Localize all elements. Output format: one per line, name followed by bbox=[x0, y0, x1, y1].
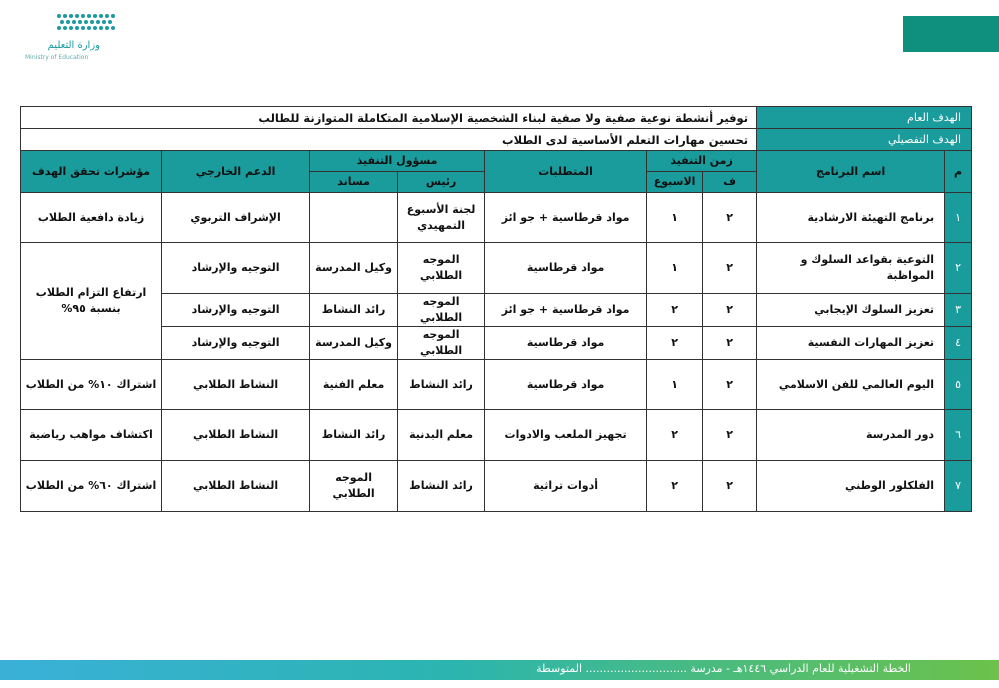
row-head: رائد النشاط bbox=[398, 461, 485, 512]
row-indicator: اشتراك ١٠% من الطلاب bbox=[21, 360, 162, 410]
row-time-p: ٢ bbox=[703, 461, 757, 512]
row-indicator: اشتراك ٦٠% من الطلاب bbox=[21, 461, 162, 512]
row-time-week: ٢ bbox=[647, 294, 703, 327]
row-time-week: ١ bbox=[647, 243, 703, 294]
row-time-p: ٢ bbox=[703, 410, 757, 461]
row-time-week: ٢ bbox=[647, 327, 703, 360]
table-row bbox=[21, 243, 972, 294]
row-indicator: ارتفاع التزام الطلاب بنسبة ٩٥% bbox=[21, 243, 162, 360]
row-num: ٤ bbox=[945, 327, 972, 360]
table-row bbox=[21, 327, 972, 360]
row-requirements: مواد قرطاسية bbox=[485, 360, 647, 410]
row-program: تعزيز السلوك الإيجابي bbox=[757, 294, 945, 327]
row-requirements: تجهيز الملعب والادوات bbox=[485, 410, 647, 461]
row-num: ٧ bbox=[945, 461, 972, 512]
row-time-week: ١ bbox=[647, 193, 703, 243]
detailed-goal-row bbox=[21, 129, 972, 151]
row-time-week: ٢ bbox=[647, 410, 703, 461]
footer-bar bbox=[0, 660, 999, 680]
row-time-week: ٢ bbox=[647, 461, 703, 512]
logo-text-arabic: وزارة التعليم bbox=[47, 40, 100, 51]
row-num: ٢ bbox=[945, 243, 972, 294]
detailed-goal-label: الهدف التفصيلي bbox=[757, 129, 972, 151]
col-num-header: م bbox=[945, 151, 972, 193]
row-assistant: رائد النشاط bbox=[310, 294, 398, 327]
row-requirements: أدوات تراثية bbox=[485, 461, 647, 512]
table-row bbox=[21, 360, 972, 410]
row-assistant bbox=[310, 193, 398, 243]
footer-text: الخطة التشغيلية للعام الدراسي ١٤٤٦هـ - مدرسة ............................. المتوسطة bbox=[536, 662, 911, 675]
col-time-week-header: الاسبوع bbox=[647, 172, 703, 193]
row-indicator: زيادة دافعية الطلاب bbox=[21, 193, 162, 243]
ministry-logo bbox=[25, 12, 135, 62]
table-row bbox=[21, 294, 972, 327]
row-support: الإشراف التربوي bbox=[162, 193, 310, 243]
row-time-week: ١ bbox=[647, 360, 703, 410]
row-program: دور المدرسة bbox=[757, 410, 945, 461]
table-header-row bbox=[21, 151, 972, 172]
col-support-header: الدعم الخارجي bbox=[162, 151, 310, 193]
col-head-header: رئيس bbox=[398, 172, 485, 193]
row-program: اليوم العالمي للفن الاسلامي bbox=[757, 360, 945, 410]
table-row bbox=[21, 461, 972, 512]
row-head: الموجه الطلابي bbox=[398, 327, 485, 360]
row-assistant: وكيل المدرسة bbox=[310, 243, 398, 294]
general-goal-text: توفير أنشطة نوعية صفية ولا صفية لبناء الشخصية الإسلامية المتكاملة المتوازنة للطالب bbox=[21, 107, 757, 129]
row-support: النشاط الطلابي bbox=[162, 461, 310, 512]
operational-plan-table bbox=[20, 106, 972, 512]
row-support: التوجيه والإرشاد bbox=[162, 243, 310, 294]
row-time-p: ٢ bbox=[703, 327, 757, 360]
row-num: ٣ bbox=[945, 294, 972, 327]
row-assistant: الموجه الطلابي bbox=[310, 461, 398, 512]
general-goal-row bbox=[21, 107, 972, 129]
row-requirements: مواد قرطاسية + جو ائز bbox=[485, 294, 647, 327]
row-program: تعزيز المهارات النفسية bbox=[757, 327, 945, 360]
general-goal-label: الهدف العام bbox=[757, 107, 972, 129]
row-time-p: ٢ bbox=[703, 294, 757, 327]
row-time-p: ٢ bbox=[703, 193, 757, 243]
col-assistant-header: مساند bbox=[310, 172, 398, 193]
row-requirements: مواد قرطاسية bbox=[485, 327, 647, 360]
row-num: ١ bbox=[945, 193, 972, 243]
row-assistant: معلم الفنية bbox=[310, 360, 398, 410]
row-num: ٦ bbox=[945, 410, 972, 461]
row-requirements: مواد قرطاسية bbox=[485, 243, 647, 294]
row-assistant: رائد النشاط bbox=[310, 410, 398, 461]
header-accent-bar bbox=[903, 16, 999, 52]
col-indicators-header: مؤشرات تحقق الهدف bbox=[21, 151, 162, 193]
row-head: لجنة الأسبوع التمهيدي bbox=[398, 193, 485, 243]
table-row bbox=[21, 410, 972, 461]
row-program: التوعية بقواعد السلوك و المواظبة bbox=[757, 243, 945, 294]
row-requirements: مواد قرطاسية + جو ائز bbox=[485, 193, 647, 243]
col-requirements-header: المتطلبات bbox=[485, 151, 647, 193]
table-row bbox=[21, 193, 972, 243]
row-head: رائد النشاط bbox=[398, 360, 485, 410]
row-program: برنامج التهيئة الارشادية bbox=[757, 193, 945, 243]
row-support: التوجيه والإرشاد bbox=[162, 327, 310, 360]
row-time-p: ٢ bbox=[703, 360, 757, 410]
col-time-header: زمن التنفيذ bbox=[647, 151, 757, 172]
row-num: ٥ bbox=[945, 360, 972, 410]
row-time-p: ٢ bbox=[703, 243, 757, 294]
row-support: النشاط الطلابي bbox=[162, 360, 310, 410]
row-support: التوجيه والإرشاد bbox=[162, 294, 310, 327]
row-head: معلم البدنية bbox=[398, 410, 485, 461]
col-program-header: اسم البرنامج bbox=[757, 151, 945, 193]
row-assistant: وكيل المدرسة bbox=[310, 327, 398, 360]
row-head: الموجه الطلابي bbox=[398, 294, 485, 327]
row-support: النشاط الطلابي bbox=[162, 410, 310, 461]
row-head: الموجه الطلابي bbox=[398, 243, 485, 294]
logo-text-english: Ministry of Education bbox=[25, 54, 89, 61]
row-indicator: اكتشاف مواهب رياضية bbox=[21, 410, 162, 461]
col-time-p-header: ف bbox=[703, 172, 757, 193]
col-responsible-header: مسؤول التنفيذ bbox=[310, 151, 485, 172]
detailed-goal-text: تحسين مهارات التعلم الأساسية لدى الطلاب bbox=[21, 129, 757, 151]
row-program: الفلكلور الوطني bbox=[757, 461, 945, 512]
logo-dots-icon bbox=[57, 12, 117, 34]
